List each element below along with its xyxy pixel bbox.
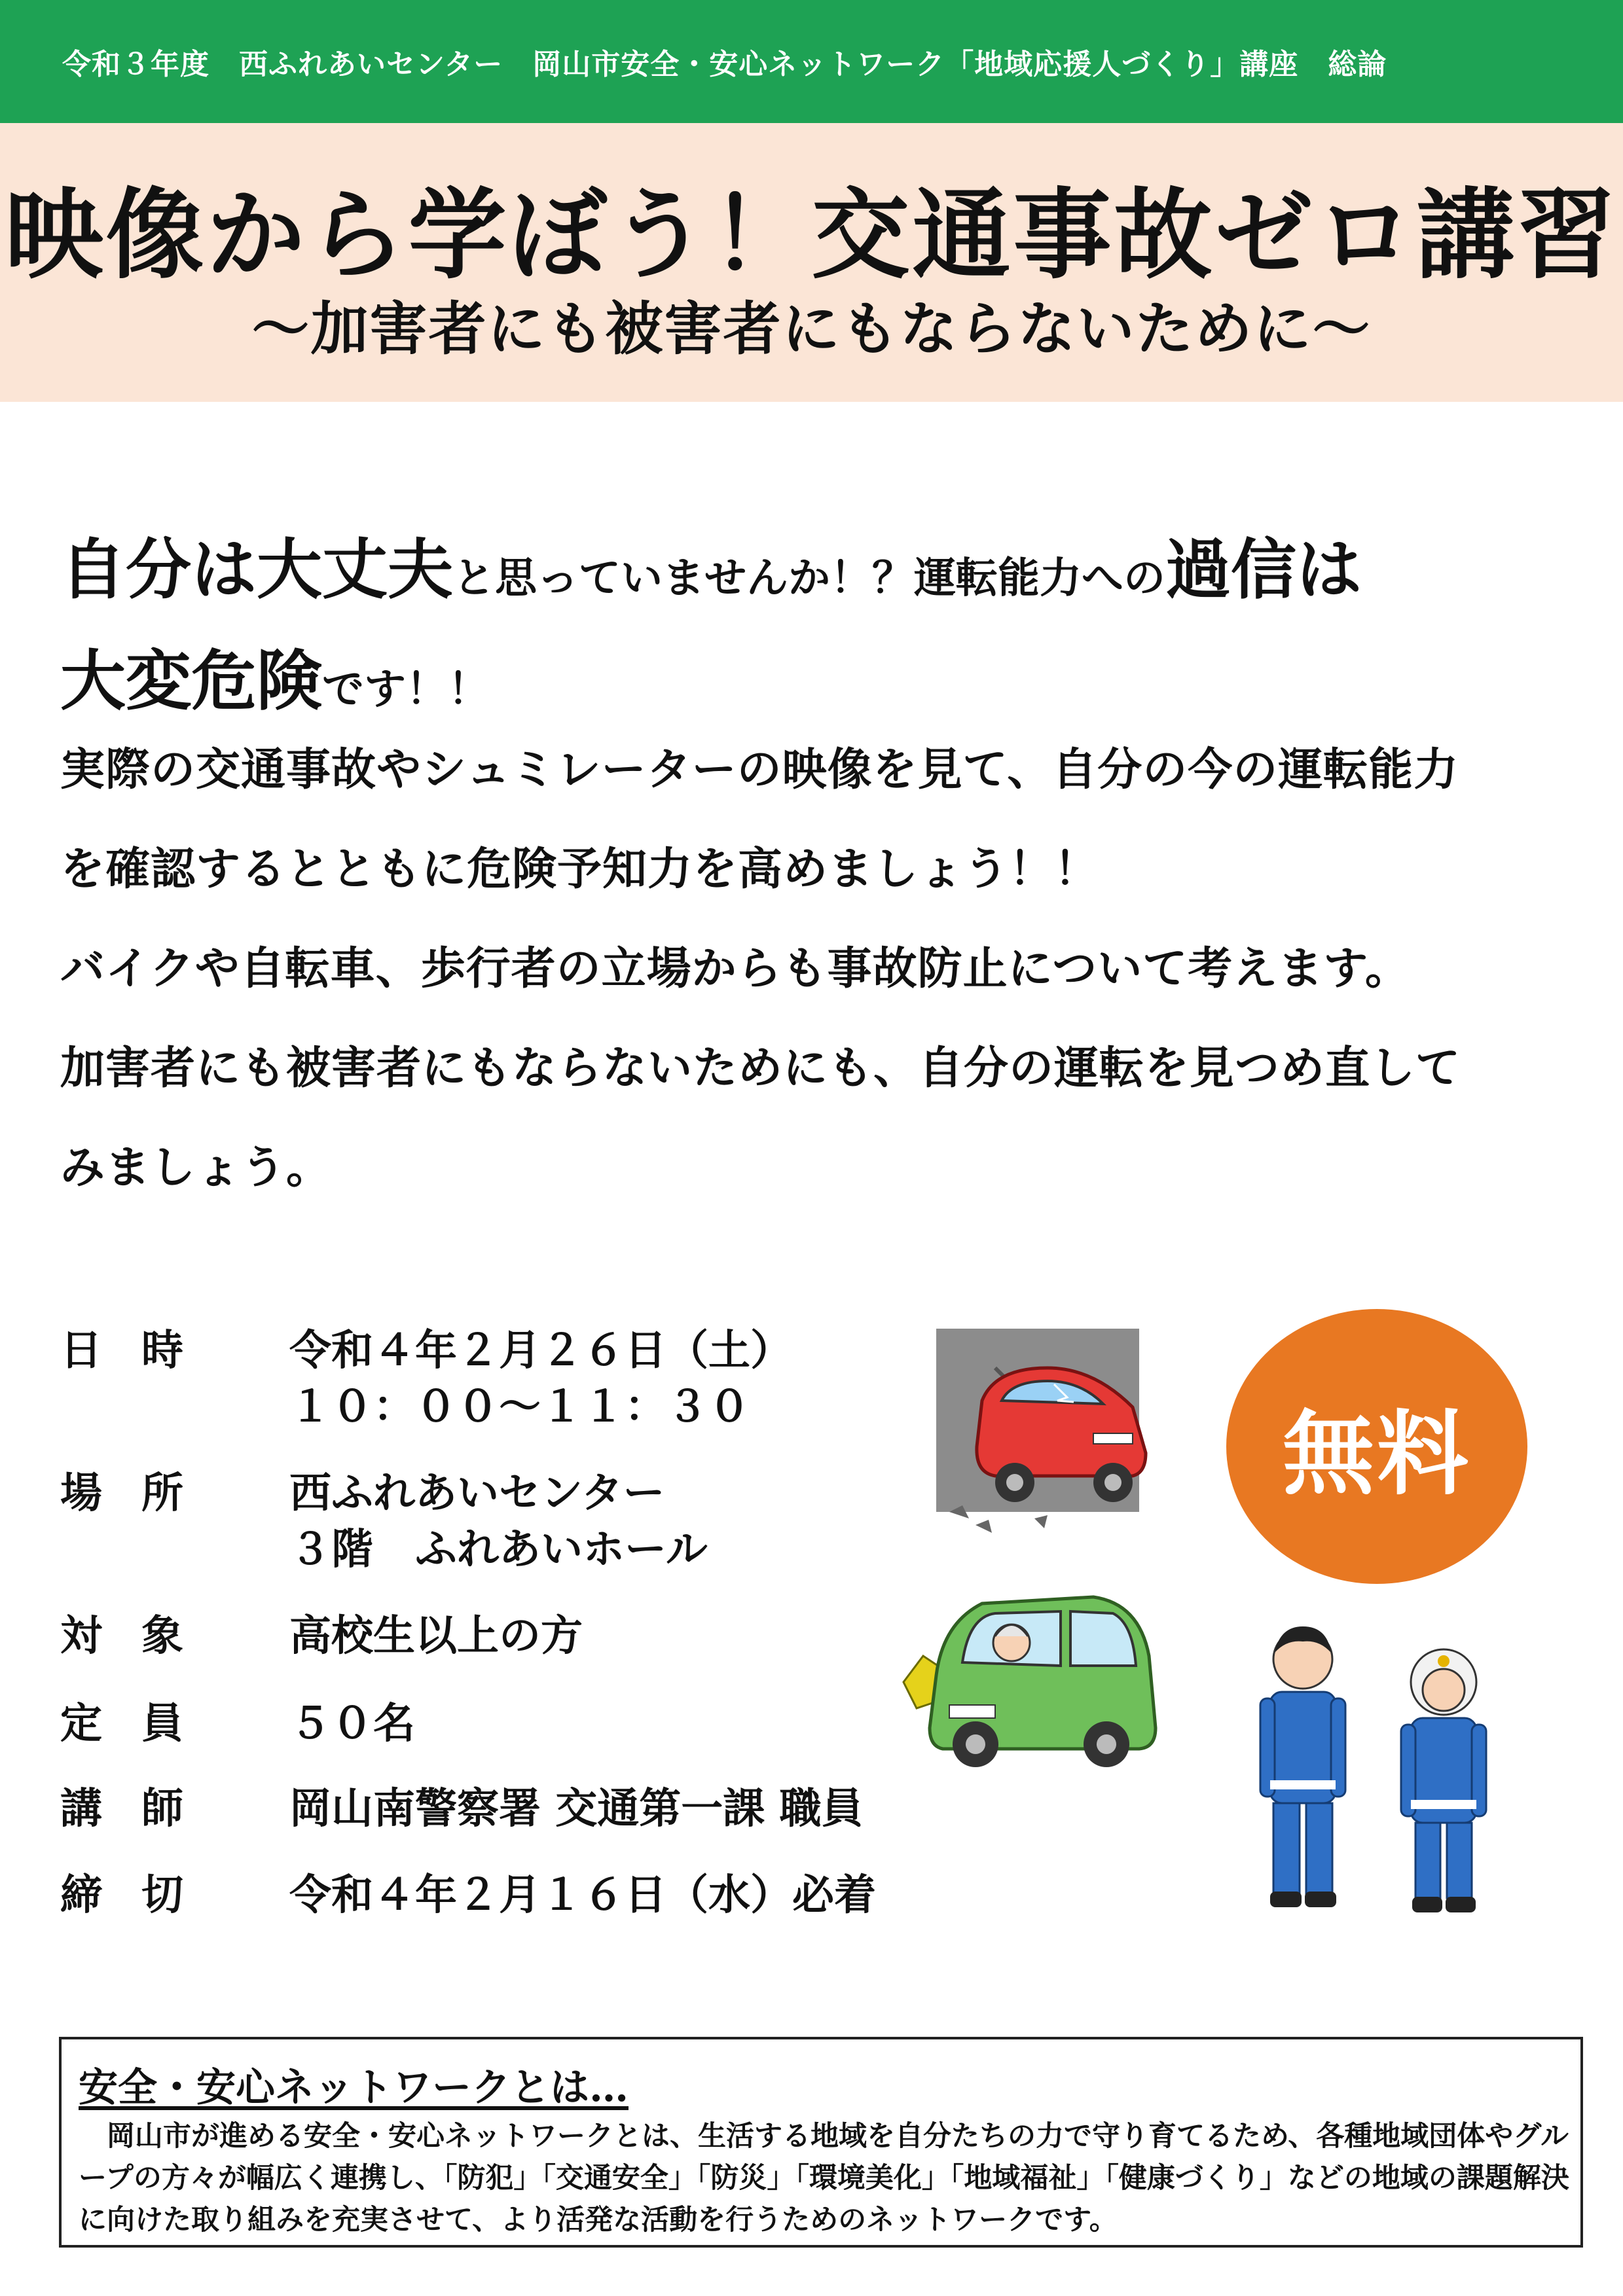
info-value-target: 高校生以上の方	[289, 1611, 583, 1660]
lead-emphasis-2: 過信は	[1165, 531, 1362, 608]
info-label-place: 場所	[60, 1469, 223, 1518]
description-line: みましょう。	[60, 1141, 332, 1194]
info-label-lecturer: 講師	[60, 1784, 223, 1833]
police-officer-icon	[1254, 1623, 1352, 1911]
info-value-lecturer: 岡山南警察署 交通第一課 職員	[289, 1784, 864, 1833]
top-banner	[0, 0, 1623, 123]
info-value-time: １０：００～１１：３０	[289, 1382, 750, 1431]
title-block	[0, 123, 1623, 402]
info-value-place-2: ３階 ふれあいホール	[289, 1525, 708, 1574]
description-line: 実際の交通事故やシュミレーターの映像を見て、自分の今の運転能力	[60, 744, 1459, 796]
lead-text	[60, 517, 1566, 740]
network-box-line: ープの方々が幅広く連携し、「防犯」「交通安全」「防災」「環境美化」「地域福祉」「健康づくり」などの地域の課題解決	[79, 2162, 1569, 2195]
lead-normal-2: です！！	[322, 665, 490, 714]
network-info-box	[59, 2037, 1583, 2248]
info-value-deadline: 令和４年２月１６日（水）必着	[289, 1871, 876, 1920]
lead-emphasis-1: 自分は大丈夫	[60, 531, 453, 608]
lead-normal-1: と思っていませんか！？運転能力への	[453, 554, 1165, 603]
sub-title: ～加害者にも被害者にもならないために～	[251, 295, 1372, 363]
free-badge	[1226, 1309, 1527, 1584]
info-value-date: 令和４年２月２６日（土）	[289, 1326, 792, 1375]
description	[60, 720, 1579, 1217]
police-officer-helmet-icon	[1395, 1643, 1493, 1918]
crashed-car-icon	[936, 1329, 1152, 1545]
info-label-capacity: 定員	[60, 1699, 223, 1748]
lead-emphasis-3: 大変危険	[60, 642, 322, 719]
free-badge-text: 無料	[1282, 1400, 1471, 1508]
description-line: 加害者にも被害者にもならないためにも、自分の運転を見つめ直して	[60, 1042, 1461, 1094]
main-title: 映像から学ぼう！交通事故ゼロ講習	[5, 177, 1618, 293]
network-box-line: に向けた取り組みを充実させて、より活発な活動を行うためのネットワークです。	[79, 2204, 1118, 2236]
info-value-capacity: ５０名	[289, 1699, 415, 1748]
info-label-deadline: 締切	[60, 1871, 223, 1920]
network-box-heading: 安全・安心ネットワークとは…	[79, 2065, 629, 2111]
info-value-place: 西ふれあいセンター	[289, 1469, 665, 1518]
info-label-date: 日時	[60, 1326, 223, 1375]
network-box-line: 岡山市が進める安全・安心ネットワークとは、生活する地域を自分たちの力で守り育てるため、各種地域団体やグル	[79, 2120, 1569, 2153]
elderly-driver-car-icon	[897, 1577, 1159, 1780]
banner-text: 令和３年度 西ふれあいセンター 岡山市安全・安心ネットワーク「地域応援人づくり」講座 総論	[62, 48, 1387, 81]
description-line: を確認するとともに危険予知力を高めましょう！！	[60, 843, 1100, 895]
description-line: バイクや自転車、歩行者の立場からも事故防止について考えます。	[60, 942, 1410, 995]
info-label-target: 対象	[60, 1611, 223, 1660]
lead-line-1	[60, 517, 1566, 641]
network-box-body	[79, 2115, 1569, 2241]
